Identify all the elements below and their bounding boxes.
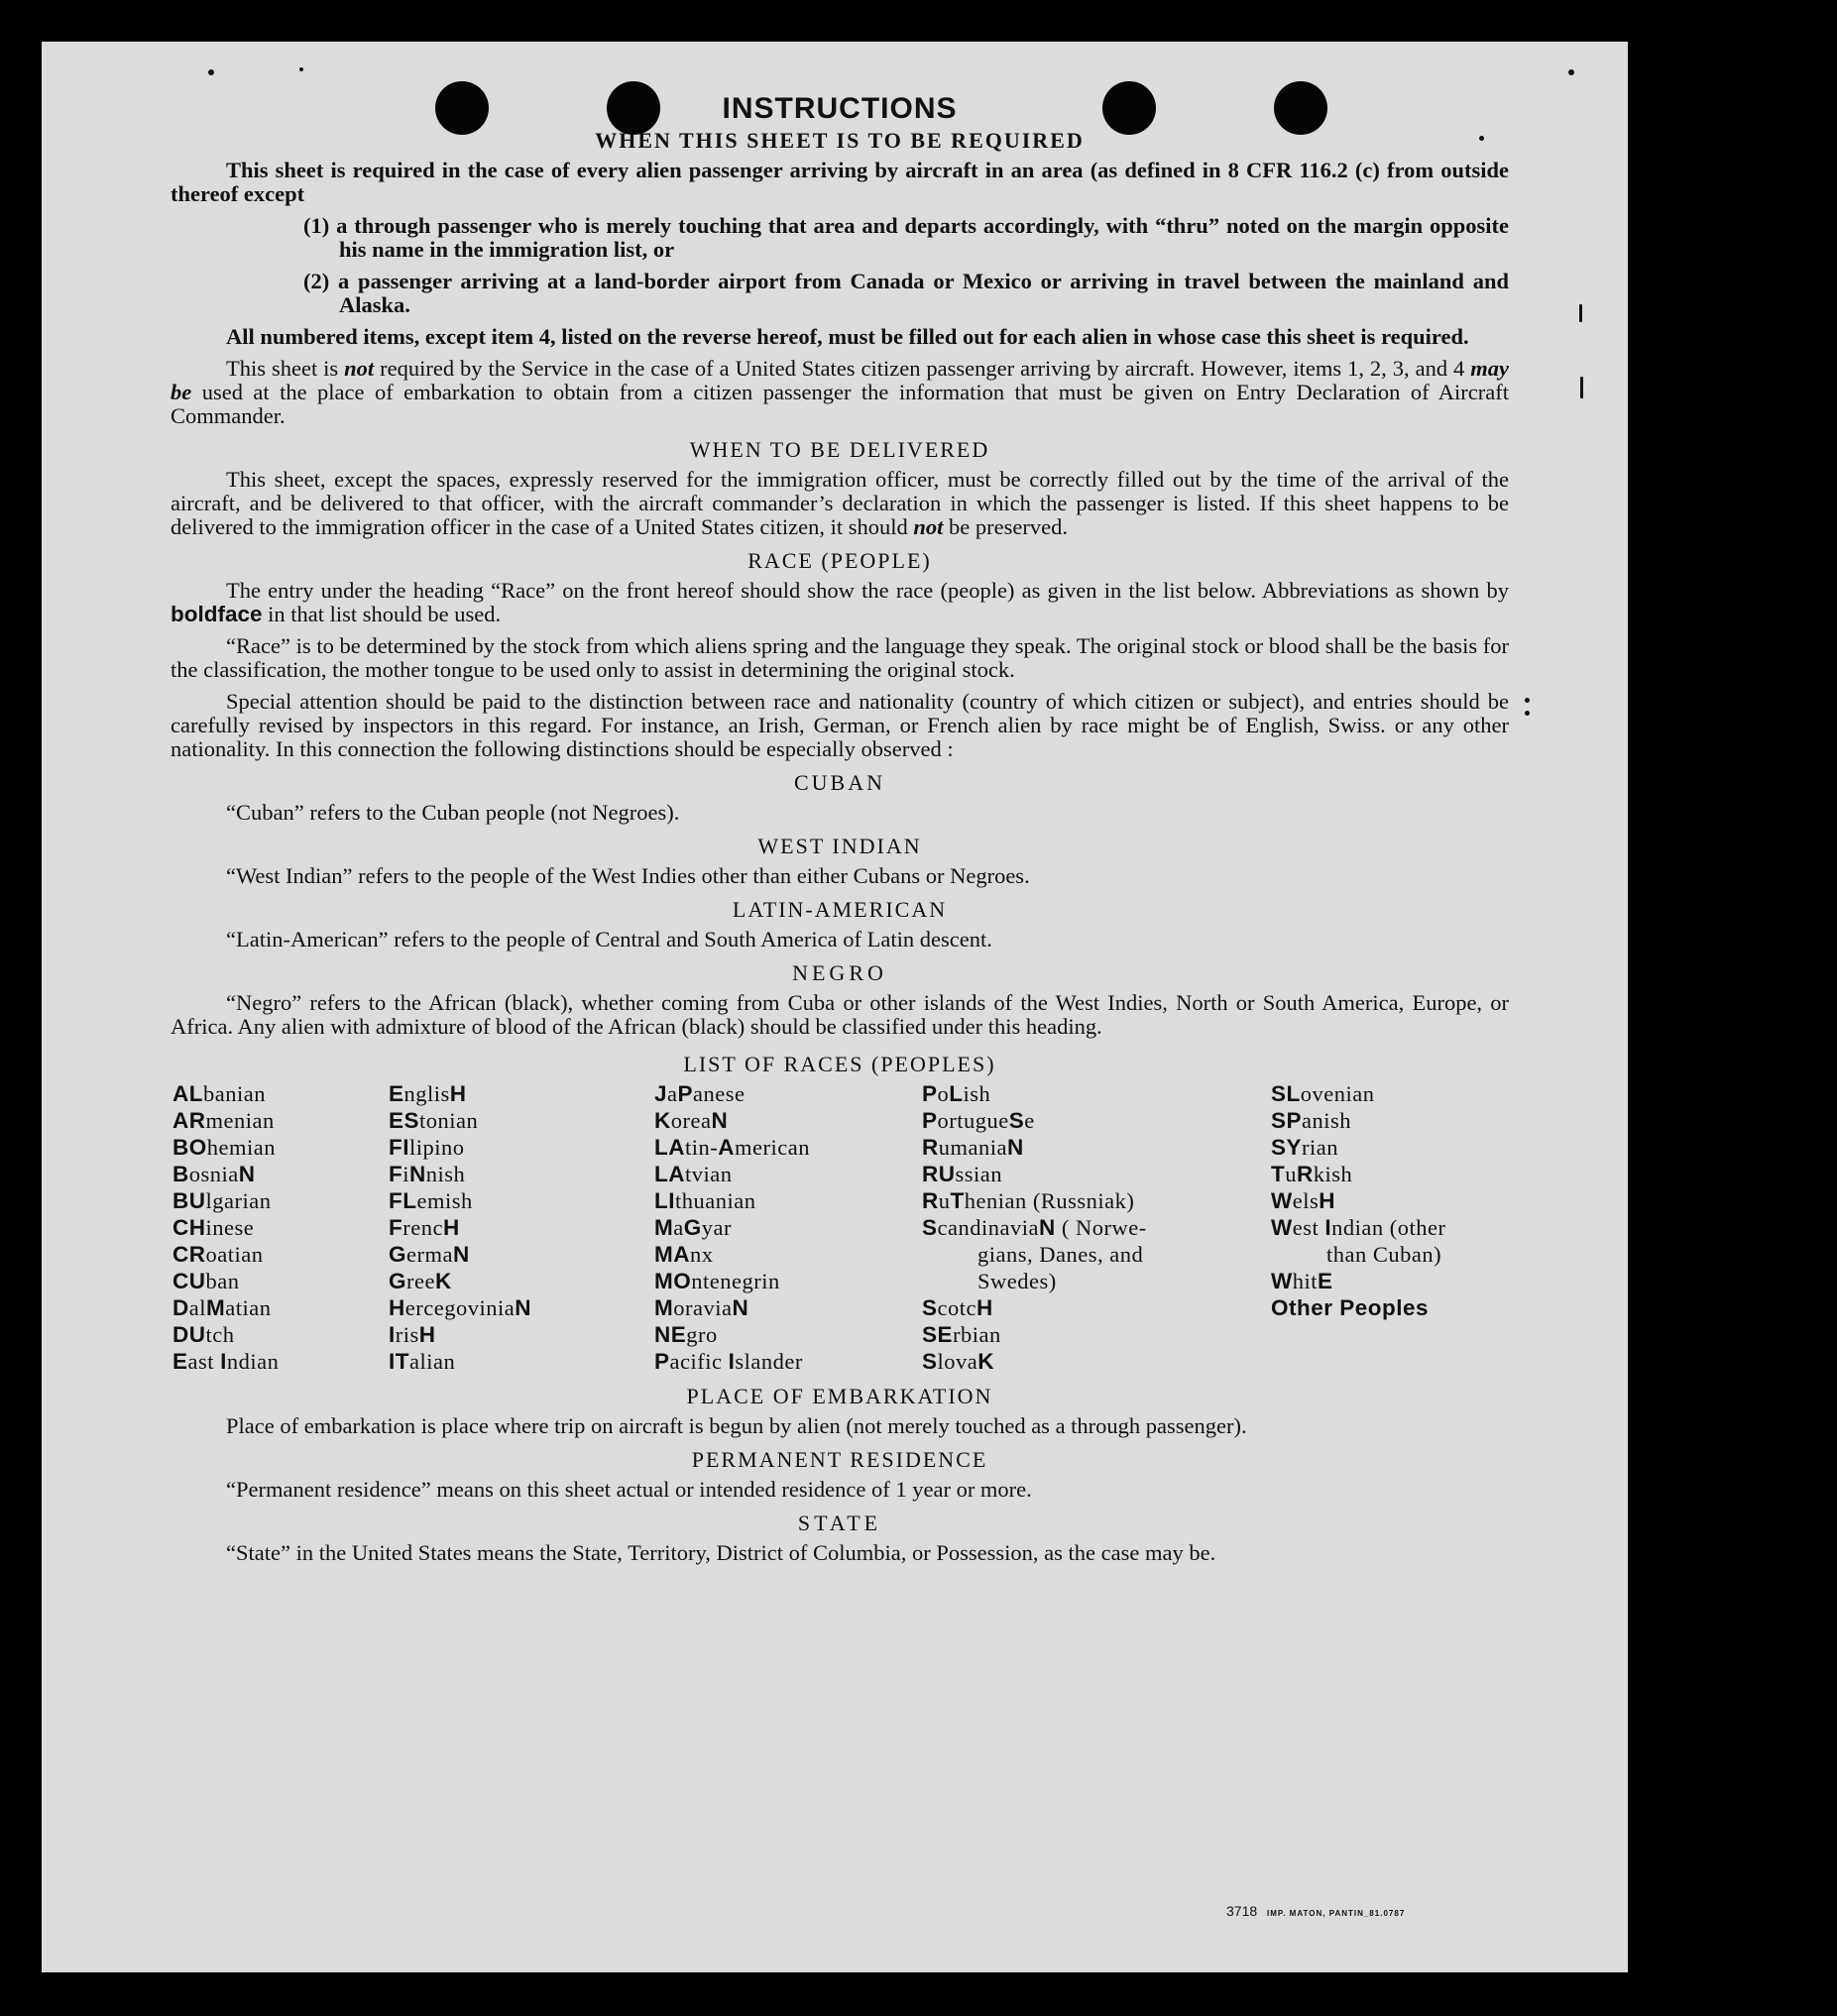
race-abbreviation: CR: [172, 1242, 206, 1267]
race-text: ssian: [955, 1162, 1002, 1186]
race-text: ntenegrin: [691, 1269, 780, 1293]
race-abbreviation: J: [654, 1081, 668, 1106]
race-abbreviation: P: [922, 1108, 938, 1133]
race-abbreviation: IT: [389, 1349, 409, 1374]
text: This sheet is: [226, 356, 339, 381]
race-text: gro: [686, 1322, 718, 1347]
race-entry: [389, 1294, 654, 1321]
dust-speck: [1525, 698, 1530, 703]
race-entry: [1271, 1214, 1509, 1241]
page-title: INSTRUCTIONS: [722, 92, 958, 125]
race-entry: [172, 1348, 389, 1375]
race-entry: [389, 1134, 654, 1161]
race-abbreviation: W: [1271, 1269, 1293, 1293]
race-entry: [389, 1241, 654, 1268]
instructions-content: [171, 91, 1509, 1573]
paragraph: “Permanent residence” means on this sheet actual or intended residence of 1 year or more.: [226, 1477, 1032, 1502]
race-text: ish: [963, 1081, 991, 1106]
race-abbreviation: S: [1008, 1108, 1025, 1133]
paragraph: “West Indian” refers to the people of the West Indies other than either Cubans or Negroes.: [226, 863, 1030, 888]
race-text: emish: [416, 1188, 473, 1213]
text: in that list should be used.: [268, 602, 502, 626]
race-text: ree: [406, 1269, 435, 1293]
race-entry: [389, 1214, 654, 1241]
race-text: els: [1292, 1188, 1320, 1213]
race-text: henian (Russniak): [964, 1188, 1135, 1213]
race-entry: [654, 1107, 922, 1134]
race-entry: [654, 1321, 922, 1348]
race-abbreviation: SE: [922, 1322, 954, 1347]
race-text: gians, Danes, and: [977, 1242, 1144, 1267]
document-sheet: [42, 42, 1628, 1972]
paragraph: “State” in the United States means the State, Territory, District of Columbia, or Possession, as the case may be.: [226, 1540, 1216, 1565]
race-text: ban: [205, 1269, 240, 1293]
section-heading-negro: NEGRO: [792, 960, 887, 985]
race-abbreviation: R: [1297, 1162, 1314, 1186]
race-abbreviation: L: [949, 1081, 964, 1106]
race-abbreviation: ES: [389, 1108, 420, 1133]
race-text: thuanian: [675, 1188, 756, 1213]
race-text: banian: [203, 1081, 266, 1106]
text: required by the Service in the case of a United States citizen passenger arriving by aircraft. However, items 1, 2, 3, and 4: [380, 356, 1465, 381]
race-abbreviation: P: [654, 1349, 670, 1374]
race-text: tvian: [685, 1162, 733, 1186]
race-text: anese: [693, 1081, 746, 1106]
race-abbreviation: R: [922, 1188, 939, 1213]
race-entry: [1271, 1187, 1509, 1214]
boldface-word: boldface: [171, 602, 263, 626]
race-abbreviation: AR: [172, 1108, 206, 1133]
race-entry: [654, 1161, 922, 1187]
race-abbreviation: H: [418, 1322, 436, 1347]
race-abbreviation: G: [389, 1242, 407, 1267]
race-entry: [172, 1241, 389, 1268]
race-text: lipino: [409, 1135, 465, 1160]
race-entry: [654, 1241, 922, 1268]
race-abbreviation: W: [1271, 1215, 1293, 1240]
race-abbreviation: N: [1006, 1135, 1024, 1160]
race-list: [172, 1080, 1509, 1375]
race-abbreviation: H: [389, 1295, 405, 1320]
race-entry: [1271, 1107, 1509, 1134]
race-text: umania: [938, 1135, 1007, 1160]
race-text: i: [402, 1162, 410, 1186]
race-abbreviation: K: [654, 1108, 671, 1133]
race-abbreviation: I: [389, 1322, 396, 1347]
section-heading-latin-american: LATIN-AMERICAN: [732, 897, 948, 922]
race-entry: [922, 1107, 1271, 1134]
race-abbreviation: H: [449, 1081, 467, 1106]
race-text: ndian: [226, 1349, 280, 1374]
section-heading-embarkation: PLACE OF EMBARKATION: [686, 1384, 993, 1408]
race-abbreviation: P: [922, 1081, 938, 1106]
text: The entry under the heading “Race” on the front hereof should show the race (people) as given in the list below. Abbreviations as shown by: [226, 578, 1509, 603]
race-entry: [654, 1080, 922, 1107]
race-text: alian: [409, 1349, 456, 1374]
paragraph: This sheet is required in the case of every alien passenger arriving by aircraft in an area (as defined in 8 CFR 116.2 (c) from outside thereof except: [171, 158, 1509, 206]
race-entry: [922, 1161, 1271, 1187]
race-text: lgarian: [205, 1188, 272, 1213]
race-column: [654, 1080, 922, 1375]
race-abbreviation: K: [977, 1349, 995, 1374]
race-entry: [922, 1214, 1271, 1241]
race-entry: [389, 1321, 654, 1348]
race-abbreviation: M: [654, 1215, 674, 1240]
race-entry: [172, 1080, 389, 1107]
race-abbreviation: M: [654, 1295, 674, 1320]
emphasis: not: [913, 514, 944, 539]
race-abbreviation: LI: [654, 1188, 675, 1213]
paragraph: “Latin-American” refers to the people of Central and South America of Latin descent.: [226, 927, 992, 952]
race-abbreviation: I: [728, 1349, 736, 1374]
race-abbreviation: N: [452, 1242, 470, 1267]
race-entry: [922, 1268, 1271, 1294]
race-text: osnia: [188, 1162, 239, 1186]
race-abbreviation: R: [922, 1135, 939, 1160]
race-text: u: [938, 1188, 951, 1213]
section-heading-cuban: CUBAN: [793, 770, 885, 795]
race-text: hit: [1292, 1269, 1319, 1293]
race-abbreviation: MO: [654, 1269, 692, 1293]
race-entry: [654, 1294, 922, 1321]
dust-speck: [299, 67, 303, 71]
race-abbreviation: N: [732, 1295, 749, 1320]
race-text: inese: [205, 1215, 255, 1240]
paragraph: “Race” is to be determined by the stock from which aliens spring and the language they speak. The original stock or blood shall be the basis for the classification, the mother tongue to be used only to assist in determining the original stock.: [171, 633, 1509, 682]
race-entry: [172, 1321, 389, 1348]
race-abbreviation: D: [172, 1295, 189, 1320]
dust-speck: [1568, 69, 1574, 75]
race-text: a: [673, 1215, 684, 1240]
race-text: est: [1292, 1215, 1325, 1240]
race-entry: [172, 1294, 389, 1321]
race-text: oatian: [205, 1242, 264, 1267]
dust-speck: [1525, 711, 1530, 716]
race-entry: [389, 1187, 654, 1214]
race-abbreviation: E: [389, 1081, 404, 1106]
paragraph: “Negro” refers to the African (black), whether coming from Cuba or other islands of the West Indies, North or South America, Europe, or Africa. Any alien with admixture of blood of the African (black) should be classified under this heading.: [171, 990, 1509, 1039]
race-entry: [172, 1134, 389, 1161]
race-text: kish: [1313, 1162, 1353, 1186]
list-item: (2) a passenger arriving at a land-border airport from Canada or Mexico or arriving in travel between the mainland and Alaska.: [303, 269, 1509, 317]
race-abbreviation: N: [409, 1162, 426, 1186]
race-text: oravia: [673, 1295, 733, 1320]
race-abbreviation: DU: [172, 1322, 206, 1347]
race-abbreviation: N: [1038, 1215, 1056, 1240]
race-entry: [922, 1321, 1271, 1348]
race-abbreviation: LA: [654, 1135, 685, 1160]
race-abbreviation: FL: [389, 1188, 417, 1213]
dust-speck: [1580, 377, 1583, 398]
race-text: cotc: [937, 1295, 976, 1320]
race-entry: [654, 1268, 922, 1294]
race-entry: [922, 1187, 1271, 1214]
emphasis: may be: [171, 356, 1510, 404]
race-abbreviation: W: [1271, 1188, 1293, 1213]
text: All numbered items, except item 4, listed on the reverse hereof, must be filled out for each alien in whose case this sheet is required.: [226, 324, 1469, 349]
print-footer: [1226, 1903, 1405, 1919]
race-entry: [922, 1294, 1271, 1321]
race-entry: [922, 1134, 1271, 1161]
race-text: a: [667, 1081, 678, 1106]
race-text: u: [1285, 1162, 1297, 1186]
race-abbreviation: P: [677, 1081, 694, 1106]
form-number: 3718: [1226, 1903, 1258, 1919]
race-abbreviation: A: [718, 1135, 735, 1160]
race-text: rbian: [953, 1322, 1001, 1347]
paragraph: [171, 579, 1509, 626]
race-entry: [172, 1214, 389, 1241]
race-text: o: [937, 1081, 950, 1106]
race-text: acific: [669, 1349, 729, 1374]
race-abbreviation: G: [389, 1269, 407, 1293]
section-heading-race: RACE (PEOPLE): [747, 548, 932, 573]
race-text: tin-: [685, 1135, 719, 1160]
race-column: [1271, 1080, 1509, 1375]
race-abbreviation: CU: [172, 1269, 206, 1293]
race-entry: [654, 1348, 922, 1375]
race-text: ercegovinia: [404, 1295, 516, 1320]
paragraph: [171, 357, 1509, 428]
race-abbreviation: I: [220, 1349, 227, 1374]
list-item: (1) a through passenger who is merely touching that area and departs accordingly, with “thru” noted on the margin opposite his name in the immigration list, or: [303, 213, 1509, 262]
race-text: lova: [937, 1349, 978, 1374]
section-heading-state: STATE: [797, 1511, 882, 1535]
race-abbreviation: F: [389, 1162, 403, 1186]
race-abbreviation: K: [434, 1269, 452, 1293]
race-text: menian: [205, 1108, 275, 1133]
race-entry: [1271, 1268, 1509, 1294]
race-entry: [172, 1268, 389, 1294]
race-abbreviation: E: [1318, 1269, 1333, 1293]
race-abbreviation: RU: [922, 1162, 956, 1186]
race-abbreviation: N: [238, 1162, 256, 1186]
printer-mark: IMP. MATON, PANTIN_81.0787: [1267, 1909, 1406, 1918]
race-text: than Cuban): [1326, 1242, 1442, 1267]
race-abbreviation: H: [442, 1215, 460, 1240]
race-abbreviation: G: [683, 1215, 702, 1240]
race-text: ast: [187, 1349, 221, 1374]
race-abbreviation: SL: [1271, 1081, 1301, 1106]
race-abbreviation: F: [389, 1215, 403, 1240]
section-heading-list-of-races: LIST OF RACES (PEOPLES): [683, 1052, 996, 1076]
race-abbreviation: SP: [1271, 1108, 1303, 1133]
section-heading-west-indian: WEST INDIAN: [757, 834, 922, 858]
race-abbreviation: H: [976, 1295, 993, 1320]
race-abbreviation: M: [206, 1295, 226, 1320]
paragraph: Special attention should be paid to the distinction between race and nationality (country of which citizen or subject), and entries should be carefully revised by inspectors in this regard. For instance, an Irish, German, or French alien by race might be of English, Swiss. or any other nationality. In this connection the following distinctions should be especially observed :: [171, 689, 1509, 761]
race-text: Swedes): [977, 1269, 1057, 1293]
race-entry: [922, 1080, 1271, 1107]
race-abbreviation: LA: [654, 1162, 685, 1186]
race-entry: [172, 1107, 389, 1134]
race-entry: [922, 1241, 1271, 1268]
paragraph: [171, 325, 1509, 349]
race-abbreviation: S: [922, 1295, 938, 1320]
race-entry: [172, 1161, 389, 1187]
race-abbreviation: E: [172, 1349, 188, 1374]
race-text: merican: [735, 1135, 810, 1160]
race-entry: [654, 1214, 922, 1241]
race-text: ortugue: [937, 1108, 1009, 1133]
race-entry: [389, 1161, 654, 1187]
race-entry: [922, 1348, 1271, 1375]
race-column: [922, 1080, 1271, 1375]
race-abbreviation: H: [1319, 1188, 1335, 1213]
race-text: orea: [670, 1108, 712, 1133]
section-heading-when-required: WHEN THIS SHEET IS TO BE REQUIRED: [595, 128, 1085, 153]
race-entry: [1271, 1080, 1509, 1107]
race-text: nglis: [403, 1081, 450, 1106]
text: This sheet, except the spaces, expressly reserved for the immigration officer, must be correctly filled out by the time of the arrival of the aircraft, and be delivered to that officer, with the aircraft commander’s declaration in which the passenger is listed. If this sheet happens to be delivered to the immigration officer in the case of a United States citizen, it should: [171, 467, 1509, 539]
race-entry: [654, 1187, 922, 1214]
race-text: nish: [425, 1162, 466, 1186]
race-entry: [389, 1080, 654, 1107]
race-text: renc: [402, 1215, 443, 1240]
race-abbreviation: T: [950, 1188, 965, 1213]
race-entry: Other Peoples: [1271, 1295, 1430, 1320]
text: used at the place of embarkation to obtain from a citizen passenger the information that must be given on Entry Declaration of Aircraft Commander.: [171, 380, 1509, 428]
race-text: atian: [225, 1295, 272, 1320]
race-text: ( Norwe-: [1055, 1215, 1147, 1240]
race-text: ris: [395, 1322, 419, 1347]
race-abbreviation: I: [1324, 1215, 1332, 1240]
race-text: hemian: [206, 1135, 276, 1160]
section-heading-when-delivered: WHEN TO BE DELIVERED: [689, 437, 990, 462]
race-abbreviation: S: [922, 1215, 938, 1240]
race-text: ovenian: [1300, 1081, 1375, 1106]
race-entry: [654, 1134, 922, 1161]
race-entry: [1271, 1161, 1509, 1187]
race-column: [172, 1080, 389, 1375]
race-text: ndian (other: [1331, 1215, 1446, 1240]
race-abbreviation: CH: [172, 1215, 206, 1240]
race-text: al: [188, 1295, 206, 1320]
race-abbreviation: S: [922, 1349, 938, 1374]
race-text: tonian: [419, 1108, 479, 1133]
race-entry: [389, 1348, 654, 1375]
race-text: erma: [406, 1242, 453, 1267]
dust-speck: [1579, 304, 1582, 322]
race-text: slander: [735, 1349, 803, 1374]
paragraph: Place of embarkation is place where trip on aircraft is begun by alien (not merely touched as a through passenger).: [226, 1413, 1247, 1438]
race-entry: [1271, 1241, 1509, 1268]
race-abbreviation: BO: [172, 1135, 207, 1160]
race-text: candinavia: [937, 1215, 1039, 1240]
emphasis: not: [344, 356, 375, 381]
race-entry: [389, 1107, 654, 1134]
section-heading-residence: PERMANENT RESIDENCE: [691, 1447, 988, 1472]
text: be preserved.: [949, 514, 1068, 539]
race-abbreviation: N: [711, 1108, 729, 1133]
race-column: [389, 1080, 654, 1375]
race-abbreviation: AL: [172, 1081, 203, 1106]
race-abbreviation: FI: [389, 1135, 409, 1160]
race-text: e: [1024, 1108, 1035, 1133]
race-text: tch: [205, 1322, 235, 1347]
dust-speck: [208, 69, 214, 75]
race-text: rian: [1302, 1135, 1338, 1160]
race-text: nx: [690, 1242, 714, 1267]
race-abbreviation: MA: [654, 1242, 690, 1267]
race-abbreviation: B: [172, 1162, 189, 1186]
race-text: anish: [1302, 1108, 1352, 1133]
race-abbreviation: SY: [1271, 1135, 1303, 1160]
race-text: yar: [701, 1215, 732, 1240]
paragraph: “Cuban” refers to the Cuban people (not Negroes).: [226, 800, 680, 825]
race-entry: [1271, 1134, 1509, 1161]
race-entry: [172, 1187, 389, 1214]
race-abbreviation: NE: [654, 1322, 687, 1347]
paragraph: [171, 468, 1509, 539]
race-abbreviation: N: [515, 1295, 531, 1320]
race-abbreviation: BU: [172, 1188, 206, 1213]
race-abbreviation: T: [1271, 1162, 1286, 1186]
race-entry: [389, 1268, 654, 1294]
